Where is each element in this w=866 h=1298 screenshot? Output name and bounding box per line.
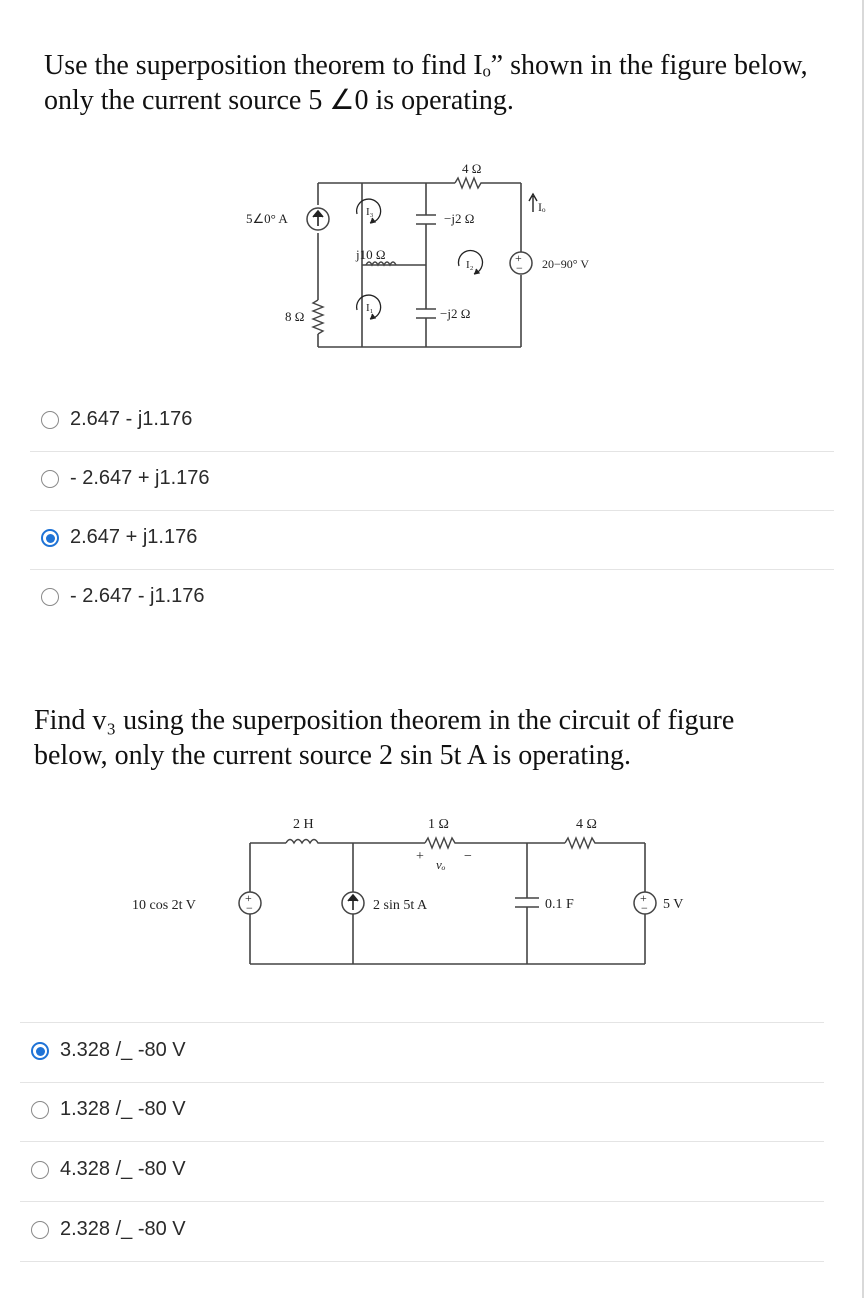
io-label: Iₒ bbox=[538, 200, 546, 214]
q2-option-3[interactable] bbox=[20, 1142, 824, 1202]
cap-label-2: 0.1 F bbox=[545, 897, 574, 912]
radio-checked-icon[interactable] bbox=[41, 529, 59, 547]
option-label: 2.328 /_ -80 V bbox=[60, 1218, 186, 1240]
option-label: 1.328 /_ -80 V bbox=[60, 1098, 186, 1120]
radio-icon[interactable] bbox=[41, 470, 59, 488]
vsrc2-label: 5 V bbox=[663, 897, 684, 912]
radio-icon[interactable] bbox=[31, 1221, 49, 1239]
r8-label: 8 Ω bbox=[285, 309, 305, 324]
question-2-line-2: below, only the current source 2 sin 5t A is operating. bbox=[34, 740, 631, 771]
q2-option-2[interactable] bbox=[20, 1082, 824, 1142]
r4-label-1: 4 Ω bbox=[462, 161, 482, 176]
circuit-diagram-2 bbox=[0, 790, 866, 990]
cap-bot-label: −j2 Ω bbox=[440, 306, 471, 321]
isrc-label: 2 sin 5t A bbox=[373, 898, 428, 913]
q1-option-1[interactable] bbox=[30, 392, 834, 452]
q2-option-4[interactable] bbox=[20, 1202, 824, 1262]
option-label: - 2.647 - j1.176 bbox=[70, 585, 205, 607]
q1-option-3[interactable] bbox=[30, 510, 834, 570]
vo-label: vₒ bbox=[436, 857, 446, 872]
inductor-label-1: j10 Ω bbox=[356, 247, 386, 262]
i3-label: I₃ bbox=[366, 206, 374, 218]
question-1-line-2: only the current source 5 ∠0 is operating. bbox=[44, 85, 514, 116]
q2-option-1[interactable] bbox=[20, 1022, 824, 1083]
radio-checked-icon[interactable] bbox=[31, 1042, 49, 1060]
question-2-line-1: Find v₃ using the superposition theorem in the circuit of figure bbox=[34, 705, 735, 736]
svg-text:+: + bbox=[245, 891, 252, 905]
q1-option-2[interactable] bbox=[30, 451, 834, 511]
r1-label: 1 Ω bbox=[428, 817, 449, 832]
cap-top-label: −j2 Ω bbox=[444, 211, 475, 226]
svg-text:−: − bbox=[516, 261, 523, 275]
radio-icon[interactable] bbox=[31, 1101, 49, 1119]
svg-text:−: − bbox=[464, 849, 472, 864]
option-label: 2.647 + j1.176 bbox=[70, 526, 198, 548]
question-1-line-1: Use the superposition theorem to find Iₒ” shown in the figure below, bbox=[44, 50, 808, 81]
circuit-diagram-1 bbox=[0, 0, 866, 400]
svg-text:−: − bbox=[246, 901, 253, 915]
svg-text:−: − bbox=[641, 901, 648, 915]
svg-text:+: + bbox=[515, 251, 522, 265]
radio-icon[interactable] bbox=[41, 411, 59, 429]
radio-icon[interactable] bbox=[31, 1161, 49, 1179]
inductor-label-2: 2 H bbox=[293, 817, 314, 832]
option-label: - 2.647 + j1.176 bbox=[70, 467, 210, 489]
question-2-text bbox=[34, 703, 820, 773]
q1-option-4[interactable] bbox=[30, 569, 834, 628]
i1-label: I₁ bbox=[366, 302, 374, 314]
radio-icon[interactable] bbox=[41, 588, 59, 606]
vsrc1-label: 10 cos 2t V bbox=[132, 898, 196, 913]
option-label: 2.647 - j1.176 bbox=[70, 408, 193, 430]
option-label: 4.328 /_ -80 V bbox=[60, 1158, 186, 1180]
i2-label: I₂ bbox=[466, 259, 474, 271]
svg-text:+: + bbox=[640, 891, 647, 905]
r4-label-2: 4 Ω bbox=[576, 817, 597, 832]
source-label-1: 5∠0° A bbox=[246, 211, 288, 226]
svg-text:+: + bbox=[416, 849, 424, 864]
option-label: 3.328 /_ -80 V bbox=[60, 1039, 186, 1061]
vsrc-label-1: 20−90° V bbox=[542, 257, 590, 271]
